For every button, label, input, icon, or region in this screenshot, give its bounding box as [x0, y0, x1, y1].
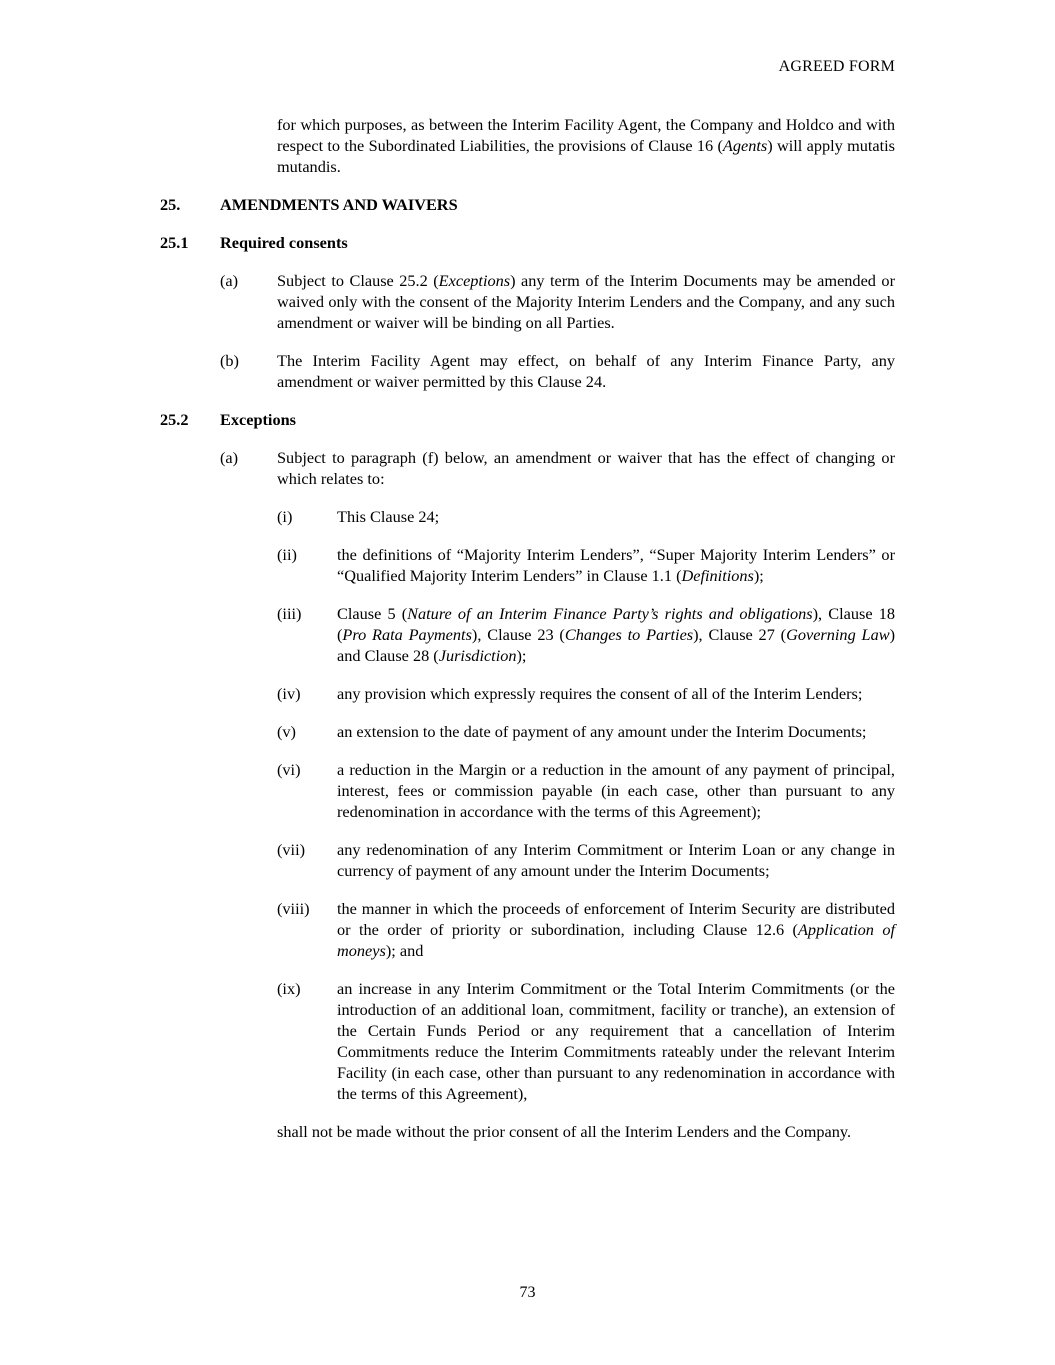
body-text: an increase in any Interim Commitment or the Total Interim Commitments (or the introduction of an additional loan, commitment, facility or tranche), an extension of the Certain Funds Period or any requirement that a cancellation of Interim Commitments reduce the Interim Commitments rateably under the relevant Interim Facility (in each case, other than pursuant to any redenomination in accordance with the terms of this Agreement), [337, 979, 895, 1103]
page-number: 73 [519, 1284, 536, 1301]
item-text [337, 544, 895, 586]
italic-reference-text: Jurisdiction [438, 646, 517, 665]
body-text: The Interim Facility Agent may effect, on behalf of any Interim Finance Party, any amendment or waiver permitted by this Clause 24. [277, 351, 895, 391]
item-marker: (vi) [277, 760, 301, 779]
body-text: Clause 5 ( [337, 604, 408, 623]
heading-text: AMENDMENTS AND WAIVERS [220, 195, 458, 214]
italic-reference-text: Agents [722, 136, 768, 155]
item-text [337, 603, 895, 666]
clause-25-2-heading [160, 409, 895, 430]
body-text: shall not be made without the prior consent of all the Interim Lenders and the Company. [277, 1122, 852, 1141]
item-marker: (i) [277, 507, 293, 526]
item-text [337, 978, 895, 1104]
item-marker: (viii) [277, 899, 310, 918]
italic-reference-text: Changes to Parties [564, 625, 694, 644]
clause-25-2-item-a-iv [277, 683, 895, 704]
body-text: ), Clause 27 ( [693, 625, 787, 644]
body-text: ); [753, 566, 764, 585]
body-text: the definitions of “Majority Interim Lenders”, “Super Majority Interim Lenders” or “Qualified Majority Interim Lenders” in Clause 1.1 ( [337, 545, 895, 585]
item-marker: (v) [277, 722, 296, 741]
item-text [337, 839, 895, 881]
item-text [337, 759, 895, 822]
clause-25-2-item-a-i [277, 506, 895, 527]
body-text: ), Clause 23 ( [471, 625, 565, 644]
item-marker: (ii) [277, 545, 297, 564]
item-marker: (a) [220, 448, 239, 467]
item-marker: (ix) [277, 979, 301, 998]
item-text [277, 350, 895, 392]
item-marker: (a) [220, 271, 239, 290]
clause-25-2-item-a-ix [277, 978, 895, 1104]
item-text [277, 270, 895, 333]
clause-25-1-item-b [220, 350, 895, 392]
heading-text: Exceptions [220, 410, 296, 429]
body-text: ), Clause 18 ( [337, 604, 896, 644]
body-text: ) and Clause 28 ( [337, 625, 895, 665]
item-text [277, 447, 895, 489]
clause-25-2-item-a-vi [277, 759, 895, 822]
clause-25-2-item-a [220, 447, 895, 489]
intro-continuation-paragraph [277, 114, 895, 177]
body-text: ); [516, 646, 527, 665]
body-text: any provision which expressly requires the consent of all of the Interim Lenders; [337, 684, 863, 703]
clause-number: 25.1 [160, 233, 189, 252]
clause-25-2-item-a-v [277, 721, 895, 742]
clause-25-2-item-a-ii [277, 544, 895, 586]
body-text: Subject to paragraph (f) below, an amendment or waiver that has the effect of changing or which relates to: [277, 448, 895, 488]
heading-text: Required consents [220, 233, 348, 252]
item-text [337, 506, 895, 527]
item-text [337, 721, 895, 742]
italic-reference-text: Nature of an Interim Finance Party’s rights and obligations [407, 604, 813, 623]
body-text: Subject to Clause 25.2 ( [277, 271, 439, 290]
clause-number: 25.2 [160, 410, 189, 429]
item-marker: (vii) [277, 840, 306, 859]
italic-reference-text: Definitions [681, 566, 754, 585]
clause-25-heading [160, 194, 895, 215]
italic-reference-text: Application of moneys [337, 920, 896, 960]
italic-reference-text: Exceptions [438, 271, 511, 290]
item-text [337, 898, 895, 961]
clause-25-2-item-a-vii [277, 839, 895, 881]
body-text: any redenomination of any Interim Commitment or Interim Loan or any change in currency of payment of any amount under the Interim Documents; [337, 840, 895, 880]
clause-25-2-item-a-viii [277, 898, 895, 961]
italic-reference-text: Governing Law [786, 625, 890, 644]
body-text: for which purposes, as between the Interim Facility Agent, the Company and Holdco and with respect to the Subordinated Liabilities, the provisions of Clause 16 ( [277, 115, 895, 155]
body-text: an extension to the date of payment of any amount under the Interim Documents; [337, 722, 867, 741]
clause-25-2-item-a-iii [277, 603, 895, 666]
item-marker: (b) [220, 351, 239, 370]
clause-25-1-item-a [220, 270, 895, 333]
body-text: ) will apply mutatis mutandis. [277, 136, 896, 176]
body-text: a reduction in the Margin or a reduction in the amount of any payment of principal, interest, fees or commission payable (in each case, other than pursuant to any redenomination in accordance with the terms of this Agreement); [337, 760, 895, 821]
body-text: ) any term of the Interim Documents may be amended or waived only with the consent of the Majority Interim Lenders and the Company, and any such amendment or waiver will be binding on all Parties. [277, 271, 895, 332]
italic-reference-text: Pro Rata Payments [342, 625, 472, 644]
document-header-label: AGREED FORM [778, 58, 895, 75]
body-text: This Clause 24; [337, 507, 440, 526]
body-text: ); and [385, 941, 424, 960]
clause-25-1-heading [160, 232, 895, 253]
item-marker: (iii) [277, 604, 302, 623]
clause-25-2-closing-paragraph [277, 1121, 895, 1142]
item-text [337, 683, 895, 704]
body-text: the manner in which the proceeds of enforcement of Interim Security are distributed or the order of priority or subordination, including Clause 12.6 ( [337, 899, 895, 939]
item-marker: (iv) [277, 684, 301, 703]
clause-number: 25. [160, 195, 181, 214]
